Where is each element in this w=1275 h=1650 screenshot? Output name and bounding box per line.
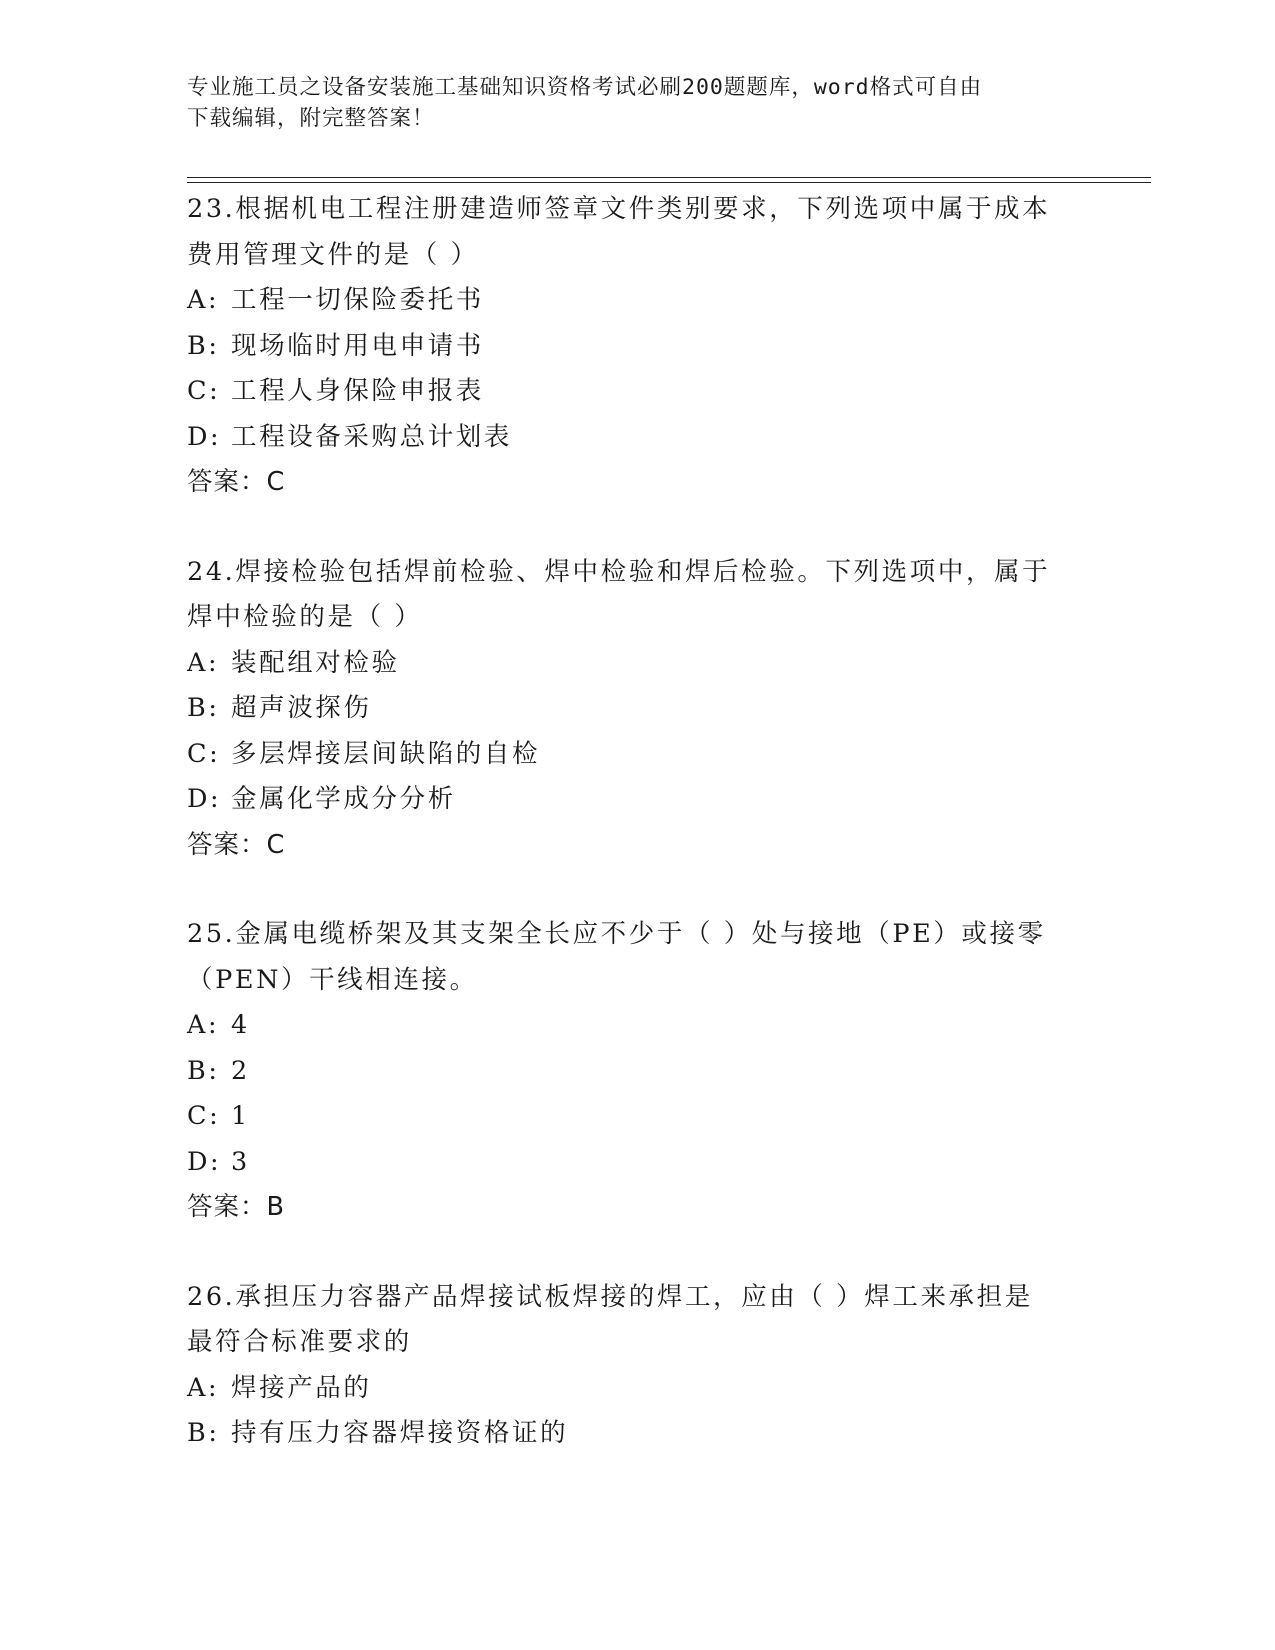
option-key: A: xyxy=(187,285,220,315)
option-key: D: xyxy=(187,784,222,814)
option-a xyxy=(187,641,1087,687)
question-spacer xyxy=(187,1231,1087,1275)
option-key: B: xyxy=(187,1418,220,1448)
option-key: C: xyxy=(187,738,221,769)
document-header xyxy=(187,72,1067,134)
option-text: 工程人身保险申报表 xyxy=(231,376,484,406)
option-text: 工程一切保险委托书 xyxy=(231,285,484,315)
header-divider-top xyxy=(187,177,1151,178)
option-a xyxy=(187,1003,1087,1049)
option-key: A: xyxy=(187,647,220,678)
answer-line: 答案：B xyxy=(187,1192,285,1222)
option-text: 装配组对检验 xyxy=(231,647,400,678)
option-key: A: xyxy=(187,1010,220,1040)
option-key: D: xyxy=(187,1146,222,1177)
answer-line: 答案：C xyxy=(187,829,286,860)
question-stem-line-2: 焊中检验的是（ ） xyxy=(187,602,423,632)
option-key: B: xyxy=(187,693,220,723)
option-c xyxy=(187,1094,1087,1140)
answer-line: 答案：C xyxy=(187,467,286,497)
option-text: 1 xyxy=(231,1101,250,1131)
question-stem-line-1: 24.焊接检验包括焊前检验、焊中检验和焊后检验。下列选项中，属于 xyxy=(187,556,1051,587)
option-key: C: xyxy=(187,376,221,406)
option-c xyxy=(187,369,1087,415)
option-key: B: xyxy=(187,330,220,361)
question-stem-line-1: 23.根据机电工程注册建造师签章文件类别要求，下列选项中属于成本 xyxy=(187,194,1051,224)
option-b xyxy=(187,1049,1087,1095)
option-text: 超声波探伤 xyxy=(231,693,372,723)
option-a xyxy=(187,1366,1087,1412)
question-26 xyxy=(187,1275,1087,1457)
question-list xyxy=(187,187,1087,1457)
question-stem-line-1: 25.金属电缆桥架及其支架全长应不少于（ ）处与接地（PE）或接零 xyxy=(187,919,1046,949)
option-key: D: xyxy=(187,421,222,452)
question-23 xyxy=(187,187,1087,506)
option-text: 3 xyxy=(231,1146,250,1177)
option-key: B: xyxy=(187,1055,220,1086)
option-a xyxy=(187,278,1087,324)
header-line-2: 下载编辑，附完整答案！ xyxy=(187,106,435,131)
question-stem-line-2: 最符合标准要求的 xyxy=(187,1327,412,1357)
option-text: 金属化学成分分析 xyxy=(231,784,456,814)
option-d xyxy=(187,1140,1087,1186)
question-spacer xyxy=(187,506,1087,550)
option-text: 持有压力容器焊接资格证的 xyxy=(231,1418,569,1448)
option-key: C: xyxy=(187,1101,221,1131)
option-text: 4 xyxy=(231,1010,250,1040)
option-text: 2 xyxy=(231,1055,250,1086)
question-24 xyxy=(187,550,1087,869)
question-spacer xyxy=(187,868,1087,912)
option-b xyxy=(187,686,1087,732)
option-d xyxy=(187,415,1087,461)
question-25 xyxy=(187,912,1087,1231)
question-stem-line-2: （PEN）干线相连接。 xyxy=(187,964,478,995)
option-d xyxy=(187,777,1087,823)
option-b xyxy=(187,324,1087,370)
header-divider-bottom xyxy=(187,182,1151,183)
question-stem-line-1: 26.承担压力容器产品焊接试板焊接的焊工，应由（ ）焊工来承担是 xyxy=(187,1281,1033,1312)
option-key: A: xyxy=(187,1372,220,1403)
question-stem-line-2: 费用管理文件的是（ ） xyxy=(187,239,479,270)
header-line-1: 专业施工员之设备安装施工基础知识资格考试必刷200题题库，word格式可自由 xyxy=(187,75,983,100)
option-text: 现场临时用电申请书 xyxy=(231,330,484,361)
option-c xyxy=(187,732,1087,778)
option-text: 工程设备采购总计划表 xyxy=(231,421,513,452)
option-text: 多层焊接层间缺陷的自检 xyxy=(231,738,541,769)
option-text: 焊接产品的 xyxy=(231,1372,372,1403)
option-b xyxy=(187,1411,1087,1457)
